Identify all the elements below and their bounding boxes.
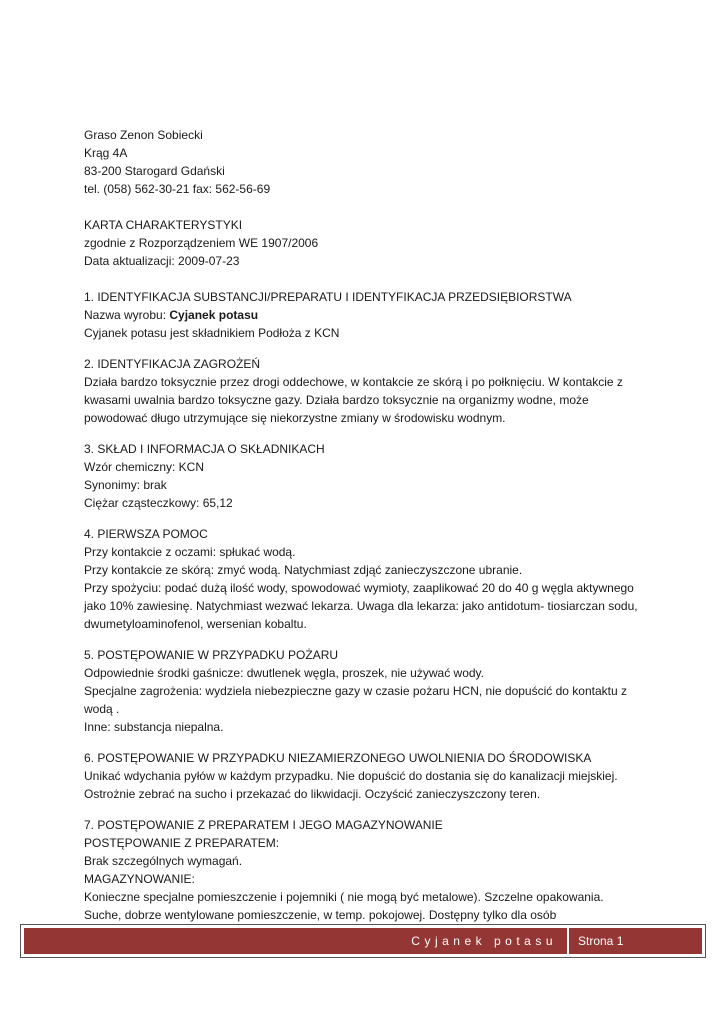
handling-heading: POSTĘPOWANIE Z PREPARATEM:: [84, 836, 280, 850]
section-2-text: Działa bardzo toksycznie przez drogi oddechowe, w kontakcie ze skórą i po połknięciu. W kontakcie z kwasami uwalnia bardzo toksyczne gazy. Działa bardzo toksycznie na organizmy wodne, może powodować długo utrzymujące się niekorzystne zmiany w środowisku wodnym.: [84, 375, 623, 425]
footer-bar: [24, 928, 702, 954]
section-4-title: 4. PIERWSZA POMOC: [84, 527, 208, 541]
other-info: Inne: substancja niepalna.: [84, 720, 224, 734]
first-aid-eyes: Przy kontakcie z oczami: spłukać wodą.: [84, 545, 296, 559]
section-1-title: 1. IDENTYFIKACJA SUBSTANCJI/PREPARATU I IDENTYFIKACJA PRZEDSIĘBIORSTWA: [84, 290, 572, 304]
document-regulation: zgodnie z Rozporządzeniem WE 1907/2006: [84, 236, 319, 250]
section-5-title: 5. POSTĘPOWANIE W PRZYPADKU POŻARU: [84, 648, 339, 662]
company-info: [84, 126, 644, 198]
page-footer: [20, 924, 706, 958]
footer-page-number: Strona 1: [578, 934, 624, 948]
section-1: [84, 288, 644, 342]
document-body: [84, 126, 644, 955]
special-hazards: Specjalne zagrożenia: wydziela niebezpieczne gazy w czasie pożaru HCN, nie dopuścić do kontaktu z wodą .: [84, 684, 627, 716]
document-title: KARTA CHARAKTERYSTYKI: [84, 218, 243, 232]
section-7-title: 7. POSTĘPOWANIE Z PREPARATEM I JEGO MAGAZYNOWANIE: [84, 818, 443, 832]
product-name-line: [84, 306, 644, 324]
first-aid-skin: Przy kontakcie ze skórą: zmyć wodą. Natychmiast zdjąć zanieczyszczone ubranie.: [84, 563, 523, 577]
section-6-text: Unikać wdychania pyłów w każdym przypadku. Nie dopuścić do dostania się do kanalizacji miejskiej. Ostrożnie zebrać na sucho i przekazać do likwidacji. Oczyścić zanieczyszczony teren.: [84, 769, 618, 801]
company-street: Krąg 4A: [84, 146, 128, 160]
section-5: [84, 646, 644, 736]
company-city: 83-200 Starogard Gdański: [84, 164, 225, 178]
section-3: [84, 440, 644, 512]
section-6: [84, 749, 644, 803]
section-2: [84, 355, 644, 427]
section-1-text: Cyjanek potasu jest składnikiem Podłoża z KCN: [84, 326, 340, 340]
chemical-formula: Wzór chemiczny: KCN: [84, 460, 205, 474]
handling-text: Brak szczególnych wymagań.: [84, 854, 243, 868]
document-update-date: Data aktualizacji: 2009-07-23: [84, 254, 240, 268]
storage-text: Konieczne specjalne pomieszczenie i pojemniki ( nie mogą być metalowe). Szczelne opakowania. Suche, dobrze wentylowane pomieszczenie, w temp. pokojowej. Dostępny tylko dla osób: [84, 890, 604, 922]
section-3-title: 3. SKŁAD I INFORMACJA O SKŁADNIKACH: [84, 442, 325, 456]
section-4: [84, 525, 644, 633]
company-contact: tel. (058) 562-30-21 fax: 562-56-69: [84, 182, 271, 196]
product-name-value: Cyjanek potasu: [169, 308, 259, 322]
molecular-weight: Ciężar cząsteczkowy: 65,12: [84, 496, 233, 510]
synonyms: Synonimy: brak: [84, 478, 167, 492]
first-aid-ingestion: Przy spożyciu: podać dużą ilość wody, spowodować wymioty, zaaplikować 20 do 40 g węgla aktywnego jako 10% zawiesinę. Natychmiast wezwać lekarza. Uwaga dla lekarza: jako antidotum- tiosiarczan sodu, dwumetyloaminofenol, wersenian kobaltu.: [84, 581, 638, 631]
section-2-title: 2. IDENTYFIKACJA ZAGROŻEŃ: [84, 357, 261, 371]
product-name-label: Nazwa wyrobu:: [84, 308, 170, 322]
document-header: [84, 216, 644, 270]
section-6-title: 6. POSTĘPOWANIE W PRZYPADKU NIEZAMIERZONEGO UWOLNIENIA DO ŚRODOWISKA: [84, 751, 592, 765]
company-name: Graso Zenon Sobiecki: [84, 128, 203, 142]
footer-title: Cyjanek potasu: [24, 928, 569, 954]
storage-heading: MAGAZYNOWANIE:: [84, 872, 195, 886]
extinguishing-agents: Odpowiednie środki gaśnicze: dwutlenek węgla, proszek, nie używać wody.: [84, 666, 484, 680]
